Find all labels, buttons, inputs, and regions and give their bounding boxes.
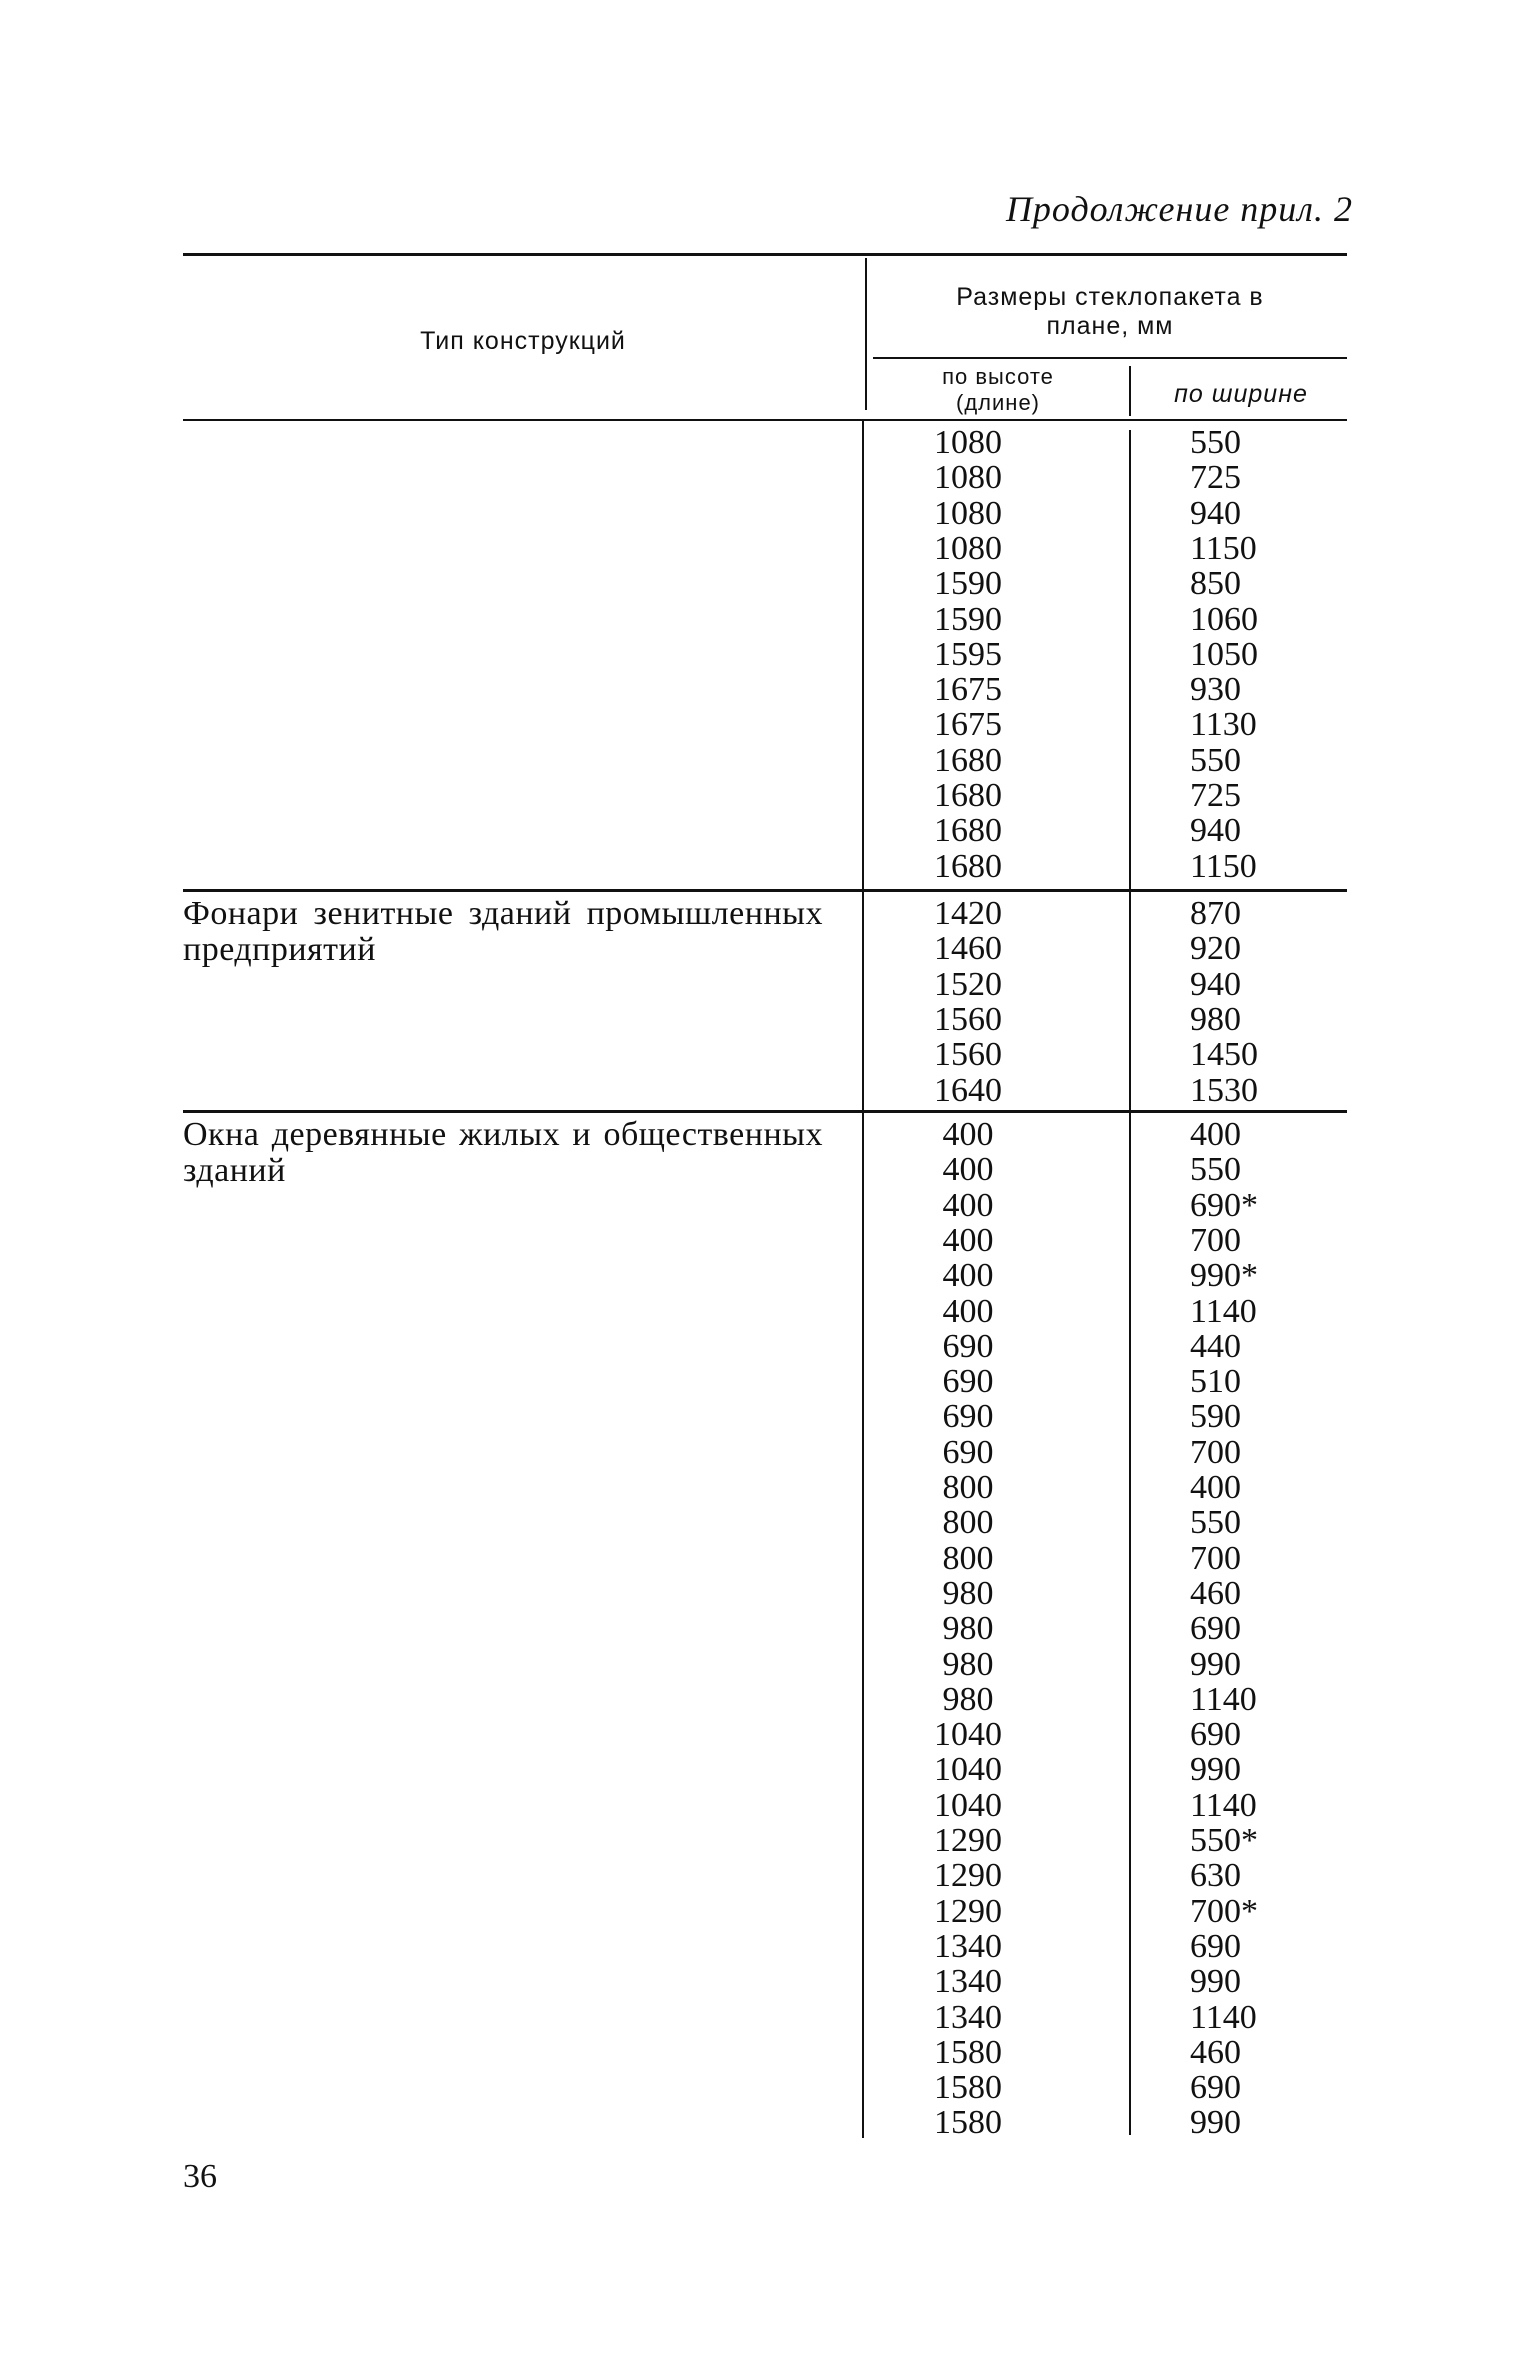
height-value: 1675 [934,671,1002,709]
group-rule-1 [183,889,1347,892]
width-value: 1150 [1190,529,1257,567]
height-value: 400 [942,1257,994,1295]
height-value: 1680 [934,812,1002,850]
col-width-header: по ширине [1174,380,1308,408]
height-value: 980 [942,1645,994,1683]
height-value: 1040 [934,1751,1002,1789]
height-value: 1560 [934,1036,1002,1074]
height-value: 1675 [934,706,1002,744]
height-value: 1420 [934,895,1002,932]
width-value: 460 [1190,2033,1241,2071]
width-value: 460 [1190,1574,1241,1612]
height-value: 690 [942,1433,994,1471]
width-value: 1140 [1190,1292,1257,1330]
width-value: 700 [1190,1539,1241,1577]
width-value: 1130 [1190,706,1257,744]
height-value: 690 [942,1363,994,1401]
height-value: 1680 [934,777,1002,814]
height-value: 1080 [934,424,1002,461]
group-rule-2 [183,1110,1347,1113]
width-value: 550 [1190,1504,1241,1542]
height-value: 1590 [934,565,1002,603]
width-value: 1530 [1190,1071,1258,1109]
height-value: 400 [942,1116,994,1153]
construction-type-label: Окна деревянные жилых и общественных зданий [183,1116,823,1189]
width-value: 940 [1190,812,1241,850]
subheader-rule [873,357,1347,359]
height-value: 980 [942,1574,994,1612]
height-value: 1640 [934,1071,1002,1109]
width-value: 550 [1190,1151,1241,1189]
col-type-header: Тип конструкций [420,327,626,355]
width-value: 690 [1190,1927,1241,1965]
header-divider [865,258,867,410]
width-value: 725 [1190,777,1241,814]
width-value: 690* [1190,1186,1258,1224]
width-value: 510 [1190,1363,1241,1401]
height-value: 690 [942,1398,994,1436]
height-value: 1560 [934,1000,1002,1038]
width-value: 990 [1190,2104,1241,2142]
height-value: 1040 [934,1786,1002,1824]
height-value: 400 [942,1221,994,1259]
subheader-divider [1129,366,1131,416]
width-value: 440 [1190,1327,1241,1365]
width-value: 700 [1190,1221,1241,1259]
height-value: 980 [942,1610,994,1648]
height-value: 1290 [934,1822,1002,1859]
height-value: 1580 [934,2033,1002,2071]
height-value: 400 [942,1292,994,1330]
width-value: 920 [1190,930,1241,968]
continuation-caption: Продолжение прил. 2 [1005,189,1353,229]
width-value: 630 [1190,1857,1241,1895]
width-value: 550 [1190,424,1241,461]
width-value: 980 [1190,1000,1241,1038]
width-value: 700 [1190,1433,1241,1471]
height-value: 1080 [934,459,1002,497]
width-value: 725 [1190,459,1241,497]
width-value: 1050 [1190,635,1258,673]
width-value: 850 [1190,565,1241,603]
height-value: 1595 [934,635,1002,673]
width-value: 870 [1190,895,1241,932]
width-value: 1060 [1190,600,1258,638]
height-value: 1460 [934,930,1002,968]
col-sizes-header: Размеры стеклопакета в плане, мм [956,283,1264,340]
height-value: 1520 [934,965,1002,1003]
width-value: 940 [1190,494,1241,532]
width-value: 990 [1190,1963,1241,2001]
height-value: 800 [942,1469,994,1506]
width-value: 690 [1190,2069,1241,2107]
width-value: 1140 [1190,1786,1257,1824]
width-value: 990 [1190,1751,1241,1789]
width-value: 1150 [1190,847,1257,885]
height-value: 1340 [934,1927,1002,1965]
height-value: 400 [942,1186,994,1224]
width-value: 1140 [1190,1998,1257,2036]
page-number: 36 [183,2158,217,2195]
width-value: 1140 [1190,1680,1257,1718]
height-value: 1340 [934,1998,1002,2036]
width-value: 400 [1190,1116,1241,1153]
height-value: 1080 [934,494,1002,532]
height-value: 1580 [934,2104,1002,2142]
width-value: 550* [1190,1822,1258,1859]
height-value: 800 [942,1539,994,1577]
width-value: 930 [1190,671,1241,709]
header-bottom-rule [183,419,1347,421]
width-value: 1450 [1190,1036,1258,1074]
width-value: 940 [1190,965,1241,1003]
height-value: 1680 [934,847,1002,885]
height-value: 980 [942,1680,994,1718]
body-divider-left [862,421,864,2138]
height-value: 1290 [934,1857,1002,1895]
width-value: 590 [1190,1398,1241,1436]
height-value: 1680 [934,741,1002,779]
table-top-rule [183,253,1347,256]
height-value: 1080 [934,529,1002,567]
height-value: 800 [942,1504,994,1542]
width-value: 990 [1190,1645,1241,1683]
height-value: 1580 [934,2069,1002,2107]
width-value: 400 [1190,1469,1241,1506]
height-value: 690 [942,1327,994,1365]
width-value: 700* [1190,1892,1258,1930]
width-value: 690 [1190,1716,1241,1754]
height-value: 1040 [934,1716,1002,1754]
width-value: 690 [1190,1610,1241,1648]
height-value: 1290 [934,1892,1002,1930]
height-value: 1340 [934,1963,1002,2001]
construction-type-label: Фонари зенитные зданий промышленных предприятий [183,895,823,968]
width-value: 550 [1190,741,1241,779]
width-value: 990* [1190,1257,1258,1295]
height-value: 400 [942,1151,994,1189]
height-value: 1590 [934,600,1002,638]
body-divider-right [1129,430,1131,2135]
col-height-header: по высоте (длине) [942,364,1054,415]
